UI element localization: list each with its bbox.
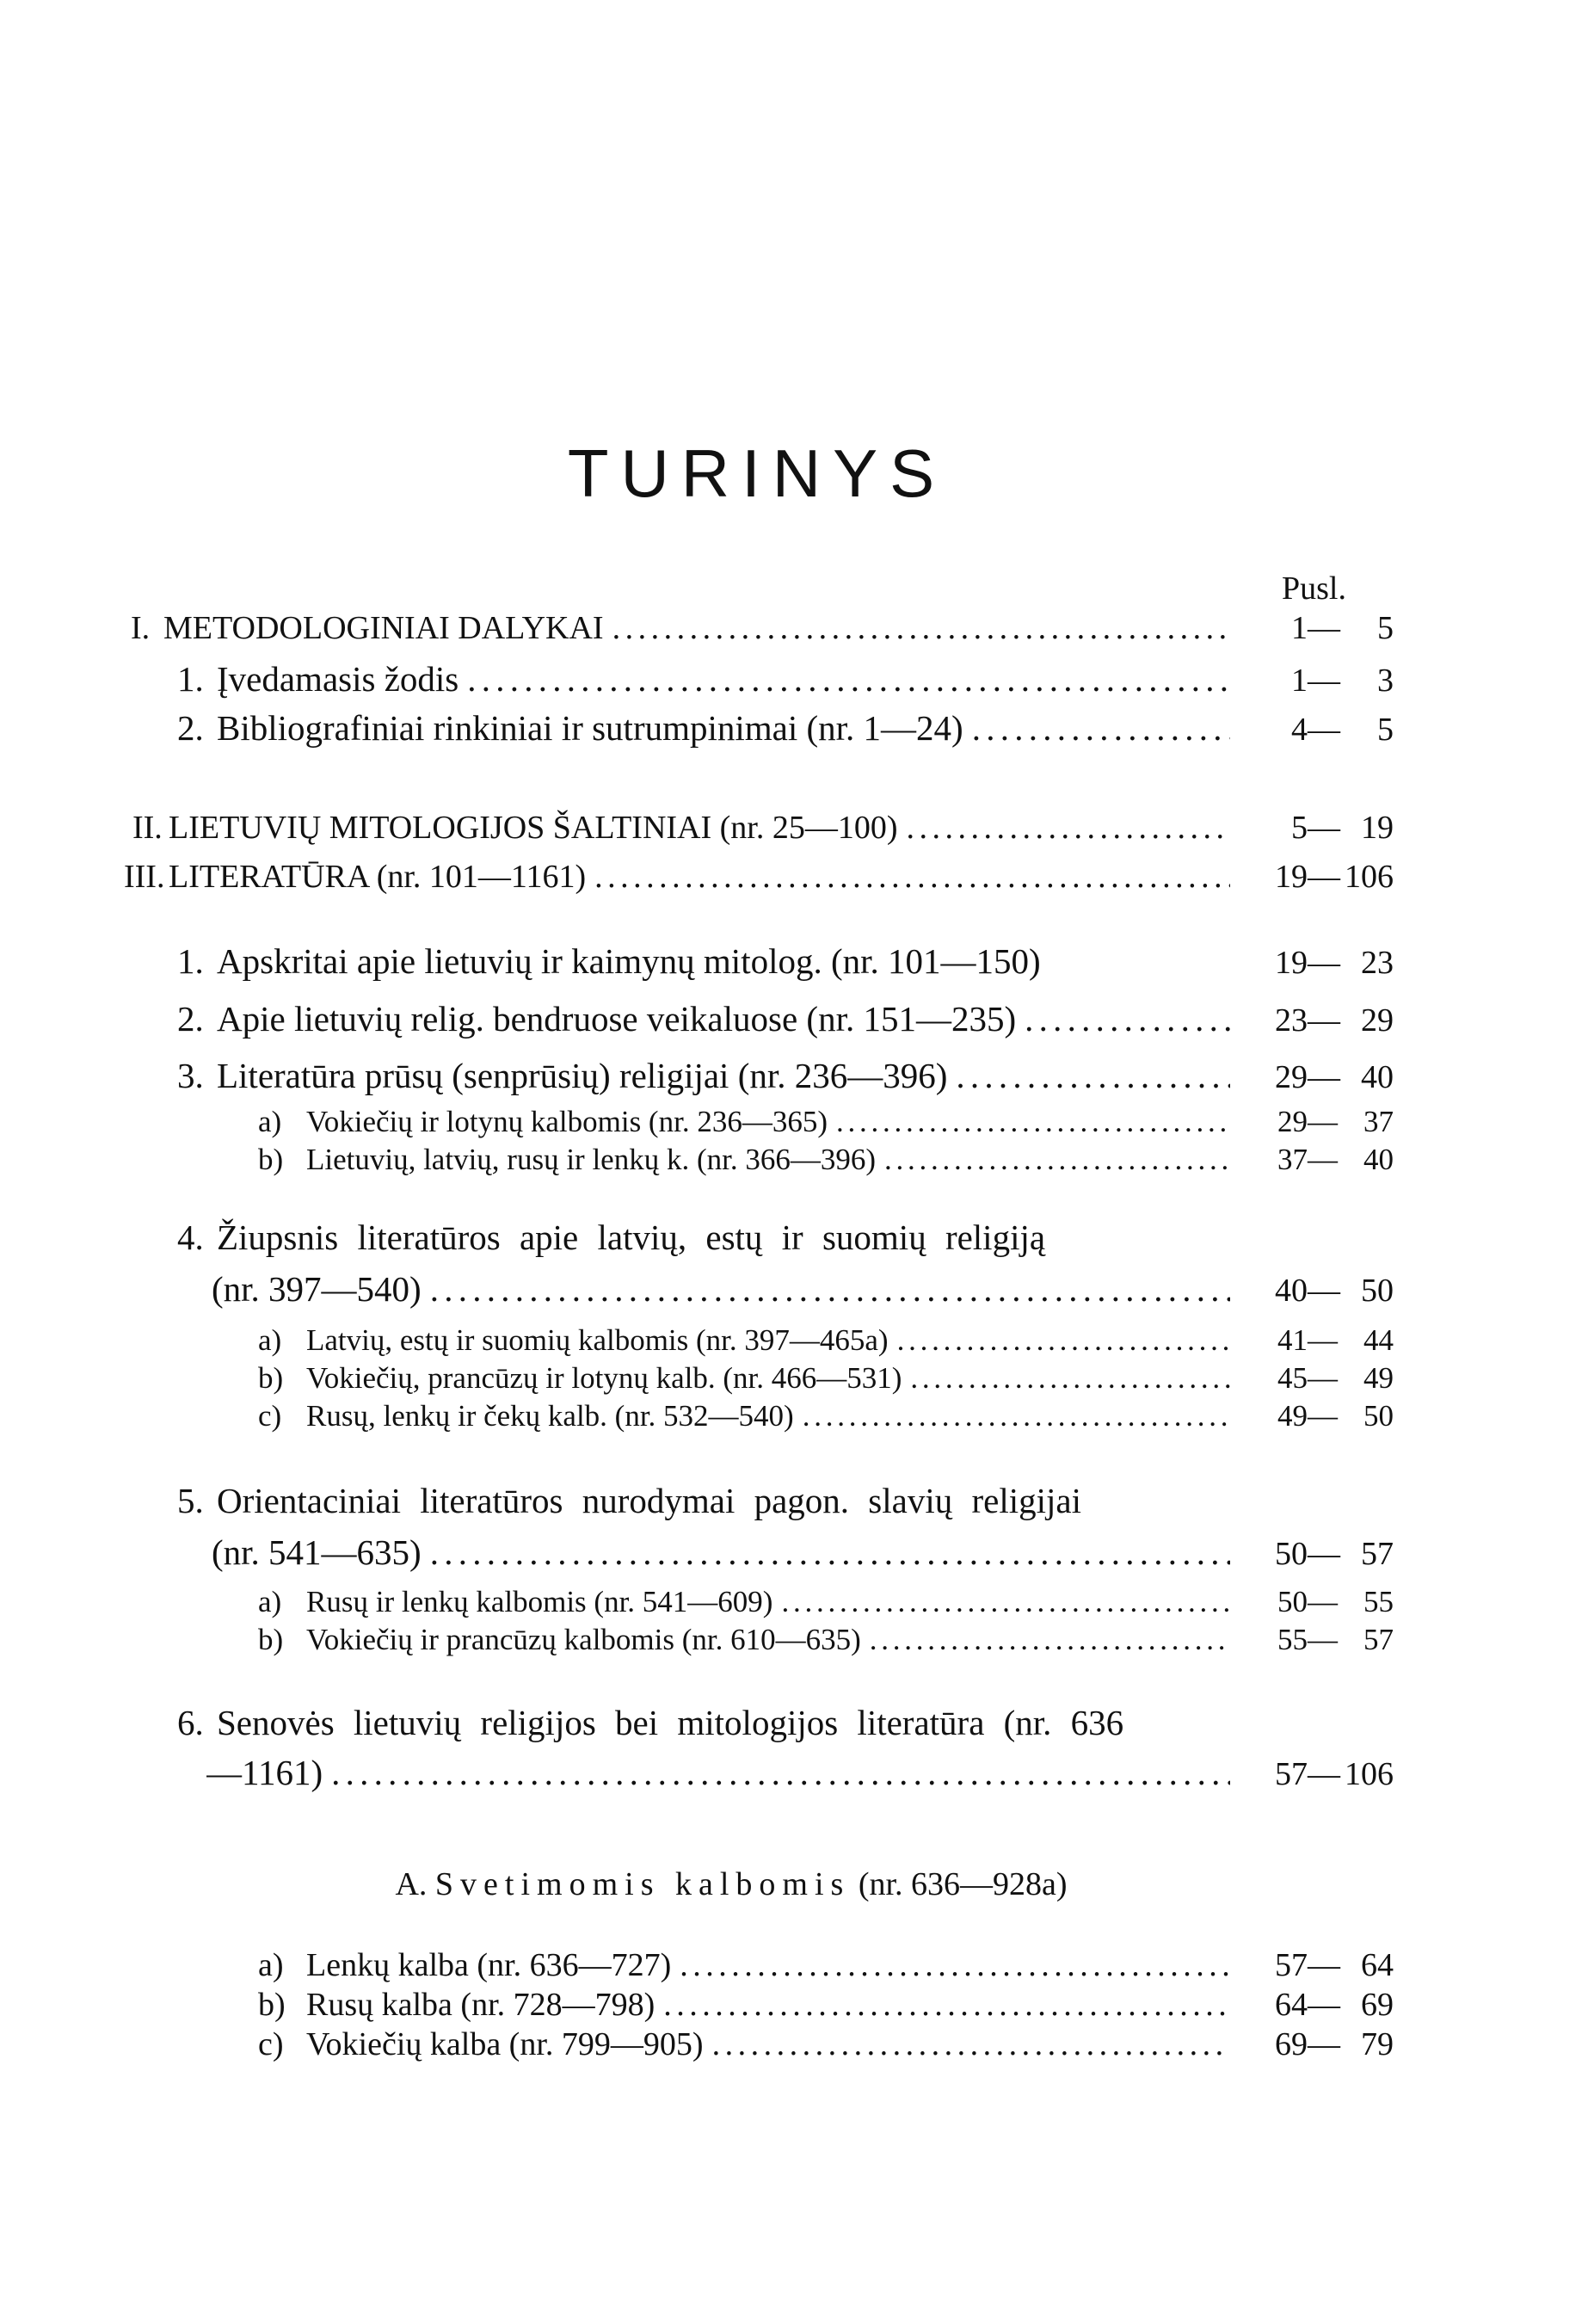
leader-dots	[331, 1752, 1230, 1793]
entry-title: Lietuvių, latvių, rusų ir lenkų k. (nr. 366—396)	[306, 1143, 876, 1176]
leader-dots	[803, 1399, 1230, 1433]
entry-title: Apie lietuvių relig. bendruose veikaluose (nr. 151—235)	[217, 999, 1017, 1039]
leader-dots	[910, 1361, 1230, 1396]
toc-entry-III-5-cont[interactable]: (nr. 541—635) . . . 50 — 57	[0, 1532, 1588, 1573]
entry-title-line2: (nr. 541—635)	[212, 1532, 422, 1572]
entry-number: 1.	[177, 659, 204, 699]
toc-entry-III-3[interactable]: 3. Literatūra prūsų (senprūsių) religijai (nr. 236—396) . . . 29 — 40	[0, 1055, 1588, 1096]
leader-dots	[430, 1268, 1230, 1310]
leader-dots	[663, 1986, 1230, 2024]
leader-dots	[972, 707, 1230, 749]
toc-entry-III-4[interactable]	[0, 1217, 1588, 1258]
leader-dots	[897, 1323, 1230, 1358]
toc-entry-III-4-b[interactable]: b) Vokiečių, prancūzų ir lotynų kalb. (nr. 466—531) . . . 45 — 49	[0, 1361, 1588, 1396]
entry-number: a)	[258, 1105, 282, 1138]
leader-dots	[467, 658, 1230, 700]
entry-title: Literatūra prūsų (senprūsių) religijai (nr. 236—396)	[217, 1056, 948, 1095]
entry-number: 2.	[177, 708, 204, 748]
entry-number: 6.	[177, 1703, 204, 1742]
toc-entry-I-1[interactable]: 1. Įvedamasis žodis . . . 1 — 3	[0, 658, 1588, 700]
entry-number: 4.	[177, 1217, 204, 1257]
leader-dots	[956, 1055, 1230, 1096]
toc-entry-A-c[interactable]: c) Vokiečių kalba (nr. 799—905) . . . 69 — 79	[0, 2025, 1588, 2063]
entry-title: Apskritai apie lietuvių ir kaimynų mitolog. (nr. 101—150)	[217, 941, 1041, 981]
toc-entry-III-6-cont[interactable]: —1161) . . . 57 — 106	[0, 1752, 1588, 1793]
leader-dots	[836, 1105, 1230, 1139]
toc-entry-A-b[interactable]: b) Rusų kalba (nr. 728—798) . . . 64 — 69	[0, 1986, 1588, 2024]
leader-dots	[680, 1946, 1230, 1984]
entry-number: b)	[258, 1143, 284, 1176]
page-title: TURINYS	[567, 435, 947, 511]
entry-title: Bibliografiniai rinkiniai ir sutrumpinimai (nr. 1—24)	[217, 708, 963, 748]
entry-number: 1.	[177, 941, 204, 981]
entry-title: METODOLOGINIAI DALYKAI	[163, 610, 604, 646]
toc-entry-III-3-b[interactable]: b) Lietuvių, latvių, rusų ir lenkų k. (nr. 366—396) . . . 37 — 40	[0, 1143, 1588, 1177]
leader-dots	[884, 1143, 1230, 1177]
toc-entry-III-6[interactable]	[0, 1702, 1588, 1743]
toc-entry-III-2[interactable]: 2. Apie lietuvių relig. bendruose veikaluose (nr. 151—235) . . . 23 — 29	[0, 998, 1588, 1039]
toc-entry-III-4-c[interactable]: c) Rusų, lenkų ir čekų kalb. (nr. 532—540) . . . 49 — 50	[0, 1399, 1588, 1433]
section-a-label: A.	[395, 1866, 428, 1902]
toc-entry-III-4-cont[interactable]: (nr. 397—540) . . . 40 — 50	[0, 1268, 1588, 1310]
toc-entry-III[interactable]: III. LITERATŪRA (nr. 101—1161) . . . 19 — 106	[0, 858, 1588, 896]
entry-title-line1: Žiupsnis literatūros apie latvių, estų ir suomių religiją	[217, 1217, 1046, 1257]
leader-dots	[594, 858, 1230, 896]
toc-entry-III-4-a[interactable]: a) Latvių, estų ir suomių kalbomis (nr. 397—465a) . . . 41 — 44	[0, 1323, 1588, 1358]
entry-title-line2: —1161)	[206, 1753, 323, 1792]
entry-title-line2: (nr. 397—540)	[212, 1269, 422, 1309]
leader-dots	[430, 1532, 1230, 1573]
entry-title-line1: Orientaciniai literatūros nurodymai pagon. slavių religijai	[217, 1481, 1082, 1520]
toc-entry-III-5[interactable]	[0, 1480, 1588, 1521]
entry-title: LITERATŪRA (nr. 101—1161)	[169, 859, 587, 895]
entry-title: Įvedamasis žodis	[217, 659, 459, 699]
section-a-range: (nr. 636—928a)	[858, 1866, 1068, 1902]
leader-dots	[870, 1623, 1230, 1657]
leader-dots	[1025, 998, 1230, 1039]
toc-entry-I-2[interactable]: 2. Bibliografiniai rinkiniai ir sutrumpinimai (nr. 1—24) . . . 4 — 5	[0, 707, 1588, 749]
pages-column-header: Pusl.	[1282, 570, 1346, 607]
entry-title-line1: Senovės lietuvių religijos bei mitologijos literatūra (nr. 636	[217, 1703, 1124, 1742]
toc-entry-III-5-b[interactable]: b) Vokiečių ir prancūzų kalbomis (nr. 610—635) . . . 55 — 57	[0, 1623, 1588, 1657]
section-a-heading	[0, 1865, 1462, 1903]
entry-title: LIETUVIŲ MITOLOGIJOS ŠALTINIAI (nr. 25—100)	[169, 810, 898, 846]
section-a-title: Svetimomis kalbomis	[434, 1866, 851, 1902]
toc-entry-II[interactable]: II. LIETUVIŲ MITOLOGIJOS ŠALTINIAI (nr. 25—100) . . . 5 — 19	[0, 809, 1588, 847]
toc-entry-A-a[interactable]: a) Lenkų kalba (nr. 636—727) . . . 57 — 64	[0, 1946, 1588, 1984]
toc-entry-III-5-a[interactable]: a) Rusų ir lenkų kalbomis (nr. 541—609) . . . 50 — 55	[0, 1585, 1588, 1619]
entry-number: 5.	[177, 1481, 204, 1520]
leader-dots	[781, 1585, 1230, 1619]
toc-entry-III-3-a[interactable]: a) Vokiečių ir lotynų kalbomis (nr. 236—365) . . . 29 — 37	[0, 1105, 1588, 1139]
entry-number: 2.	[177, 999, 204, 1039]
leader-dots	[907, 809, 1230, 847]
entry-title: Vokiečių ir lotynų kalbomis (nr. 236—365)	[306, 1105, 828, 1138]
leader-dots	[612, 609, 1230, 647]
leader-dots	[712, 2025, 1230, 2063]
entry-number: 3.	[177, 1056, 204, 1095]
toc-entry-III-1[interactable]: 1. Apskritai apie lietuvių ir kaimynų mitolog. (nr. 101—150) 19 — 23	[177, 941, 1394, 981]
toc-entry-I[interactable]: I. METODOLOGINIAI DALYKAI . . . 1 — 5	[0, 609, 1588, 647]
